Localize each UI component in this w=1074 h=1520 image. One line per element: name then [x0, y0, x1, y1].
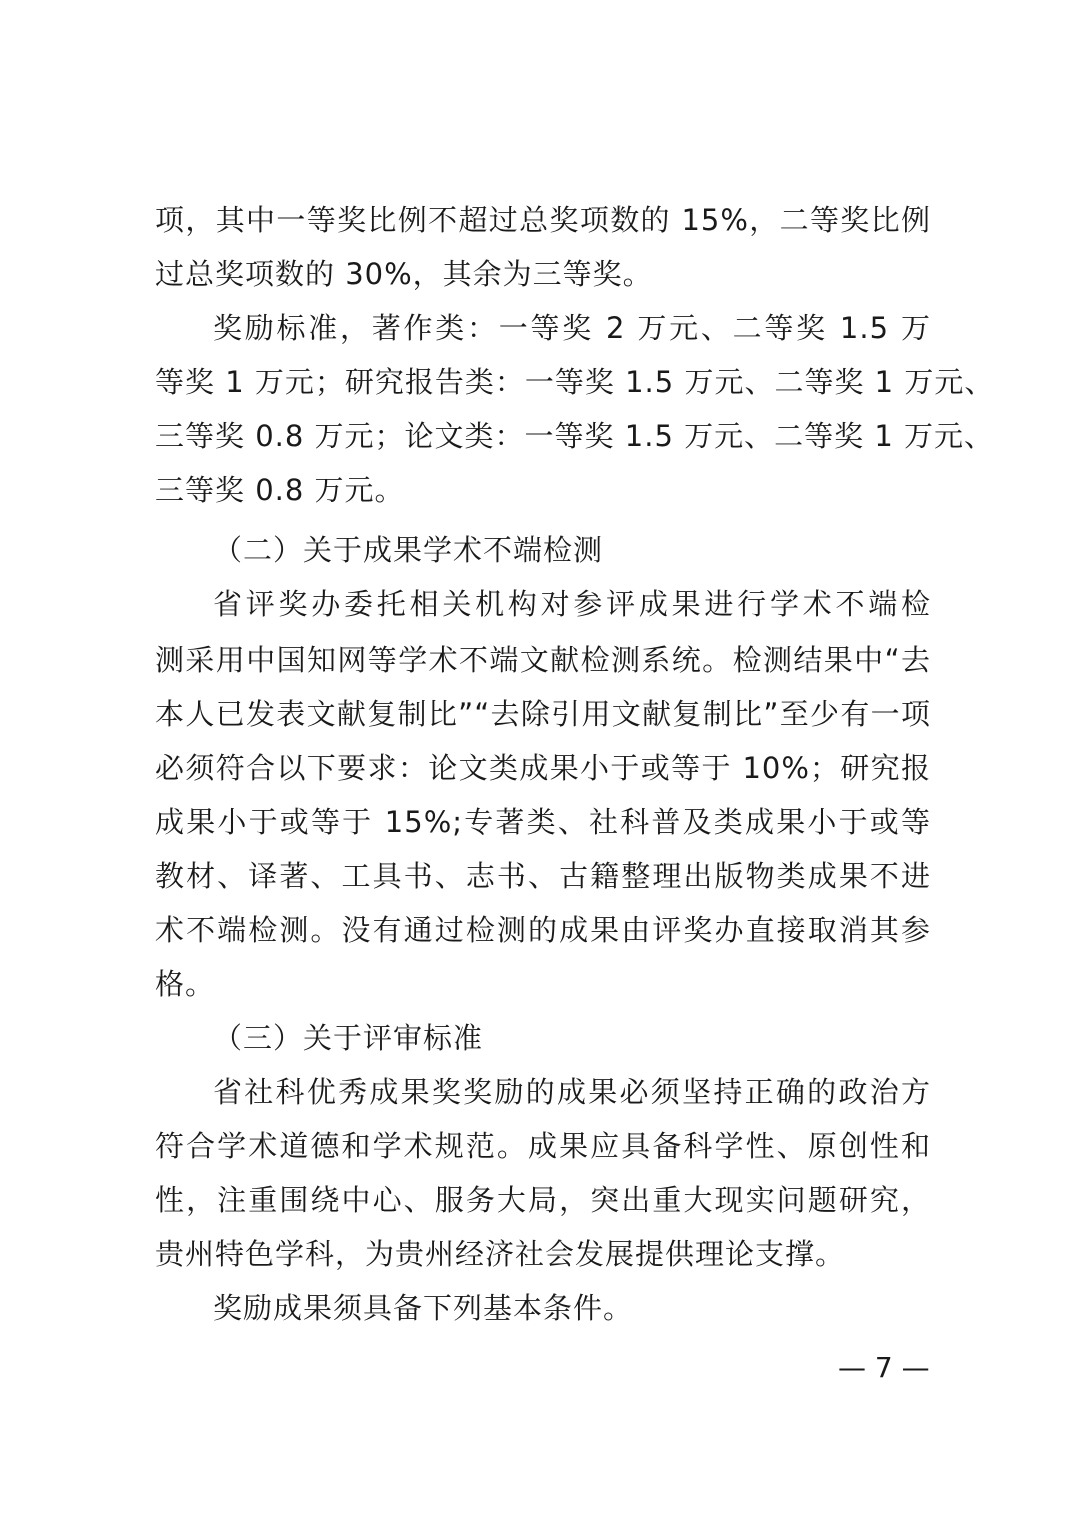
body-line: 教材、译著、工具书、志书、古籍整理出版物类成果不进: [155, 859, 931, 893]
body-line: 本人已发表文献复制比”“去除引用文献复制比”至少有一项: [155, 697, 931, 731]
body-line: 格。: [155, 967, 216, 1001]
body-line: 符合学术道德和学术规范。成果应具备科学性、原创性和: [155, 1129, 931, 1163]
body-line: 省社科优秀成果奖奖励的成果必须坚持正确的政治方: [213, 1075, 931, 1109]
body-line: 成果小于或等于 15%;专著类、社科普及类成果小于或等: [155, 805, 931, 839]
body-line: 测采用中国知网等学术不端文献检测系统。检测结果中“去: [155, 643, 931, 677]
body-line: 贵州特色学科，为贵州经济社会发展提供理论支撑。: [155, 1237, 846, 1271]
section-heading: （二）关于成果学术不端检测: [213, 533, 604, 567]
body-line: 过总奖项数的 30%，其余为三等奖。: [155, 257, 653, 291]
body-line: 三等奖 0.8 万元。: [155, 473, 405, 507]
body-line: 等奖 1 万元；研究报告类：一等奖 1.5 万元、二等奖 1 万元、: [155, 365, 995, 399]
page-number: — 7 —: [838, 1351, 930, 1384]
body-line: 必须符合以下要求：论文类成果小于或等于 10%；研究报: [155, 751, 931, 785]
body-line: 省评奖办委托相关机构对参评成果进行学术不端检: [213, 587, 931, 621]
body-line: 三等奖 0.8 万元；论文类：一等奖 1.5 万元、二等奖 1 万元、: [155, 419, 995, 453]
body-line: 术不端检测。没有通过检测的成果由评奖办直接取消其参: [155, 913, 931, 947]
body-line: 奖励成果须具备下列基本条件。: [213, 1291, 634, 1325]
body-line: 性，注重围绕中心、服务大局，突出重大现实问题研究，: [155, 1183, 931, 1217]
body-line: 奖励标准，著作类：一等奖 2 万元、二等奖 1.5 万: [213, 311, 931, 345]
body-line: 项，其中一等奖比例不超过总奖项数的 15%，二等奖比例: [155, 203, 931, 237]
section-heading: （三）关于评审标准: [213, 1021, 484, 1055]
